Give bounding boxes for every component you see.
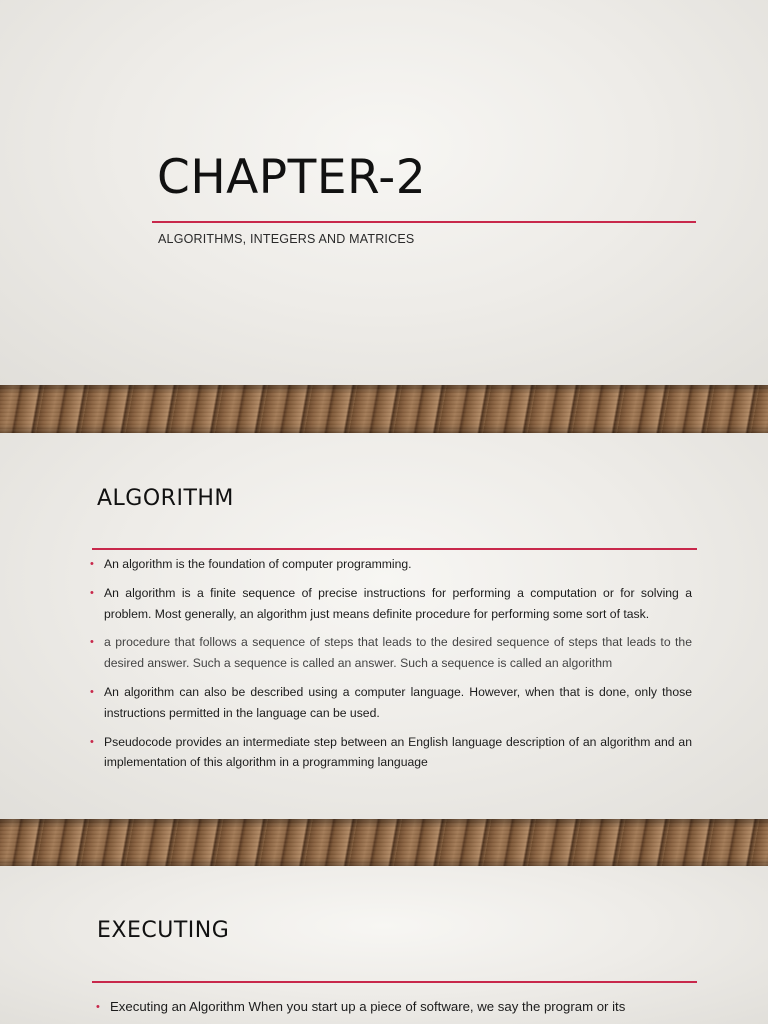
chapter-title: CHAPTER-2 [157,150,427,205]
wood-floor-divider [0,819,768,866]
heading-divider [92,548,697,550]
algorithm-slide [0,433,768,819]
title-slide [0,0,768,385]
bullet-text: An algorithm is a finite sequence of precise instructions for performing a computation or for solving a problem. Most generally, an algorithm just means definite procedure for performing some sort of task. [104,585,692,621]
bullet-list [90,554,692,781]
title-divider [152,221,696,223]
bullet-icon: • [90,586,94,599]
list-item [90,554,692,575]
wood-floor-divider [0,385,768,433]
heading-divider [92,981,697,983]
chapter-subtitle: ALGORITHMS, INTEGERS AND MATRICES [158,232,415,246]
bullet-text: Pseudocode provides an intermediate step between an English language description of an algorithm and an implementation of this algorithm in a programming language [104,734,692,770]
list-item [90,682,692,724]
slide-heading: EXECUTING [97,918,230,943]
bullet-icon: • [96,1001,100,1013]
bullet-icon: • [90,685,94,698]
bullet-icon: • [90,735,94,748]
bullet-text: An algorithm can also be described using a computer language. However, when that is done, only those instructions permitted in the language can be used. [104,684,692,720]
bullet-text: a procedure that follows a sequence of steps that leads to the desired sequence of steps that leads to the desired answer. Such a sequence is called an answer. Such a sequence is called an algorithm [104,635,692,671]
executing-slide [0,866,768,1024]
bullet-text: An algorithm is the foundation of computer programming. [104,557,412,571]
list-item [90,997,692,1018]
list-item [90,732,692,774]
list-item [90,632,692,674]
slide-heading: ALGORITHM [97,486,234,511]
bullet-text: Executing an Algorithm When you start up a piece of software, we say the program or its [110,999,626,1014]
bullet-icon: • [90,558,94,570]
bullet-icon: • [90,636,94,649]
list-item [90,583,692,625]
bullet-list [90,997,692,1024]
